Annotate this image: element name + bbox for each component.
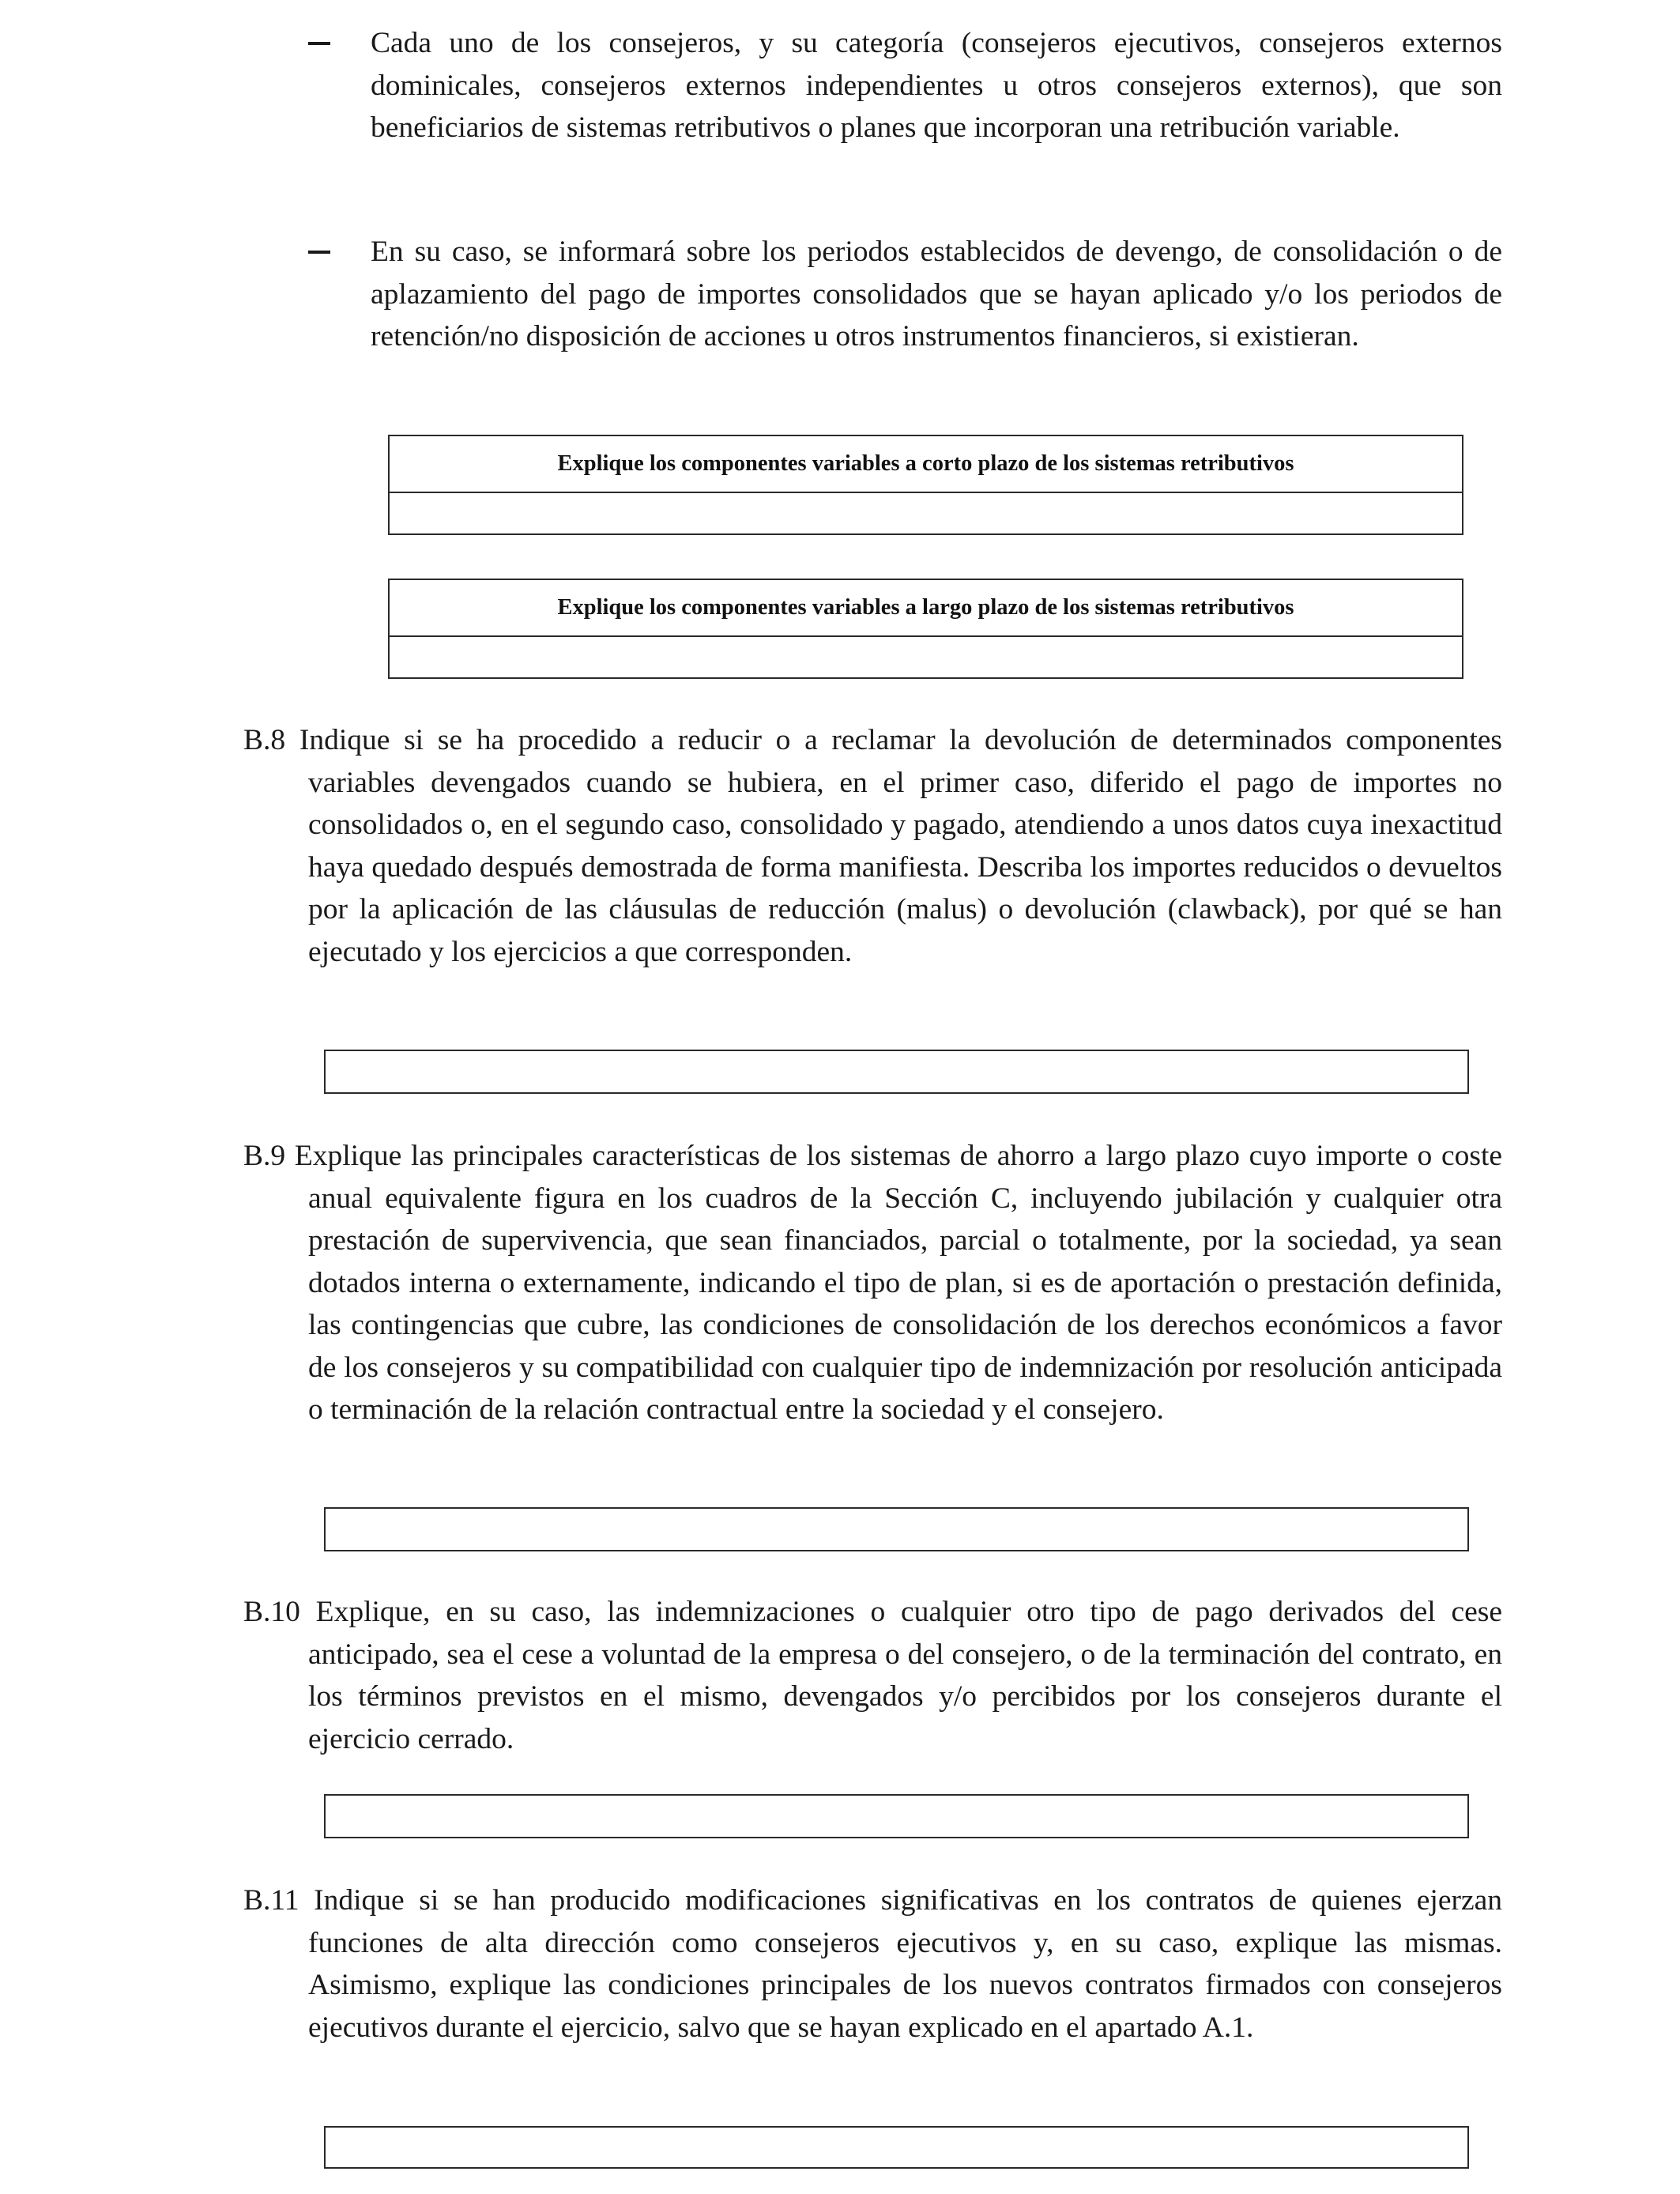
long-term-variable-components-box (388, 579, 1463, 679)
section-number: B.11 (243, 1884, 299, 1917)
section-text: Indique si se ha procedido a reducir o a reclamar la devolución de determinados componentes variables devengados cuando se hubiera, en el primer caso, diferido el pago de importes no consolidados o, en el segundo caso, consolidado y pagado, atendiendo a unos datos cuya inexactitud haya quedado después demostrada de forma manifiesta. Describa los importes reducidos o devueltos por la aplicación de las cláusulas de reducción (malus) o devolución (clawback), por qué se han ejecutado y los ejercicios a que corresponden. (299, 724, 1502, 968)
long-term-answer-field[interactable] (390, 637, 1462, 678)
section-number: B.10 (243, 1596, 300, 1628)
short-term-answer-field[interactable] (390, 493, 1462, 534)
section-b10 (243, 1591, 1502, 1760)
bullet-text-periods: En su caso, se informará sobre los periodos establecidos de devengo, de consolidación o de aplazamiento del pago de importes consolidados que se hayan aplicado y/o los periodos de retención/no disposición de acciones u otros instrumentos financieros, si existieran. (371, 236, 1502, 352)
section-b9 (243, 1135, 1502, 1431)
long-term-box-title: Explique los componentes variables a largo plazo de los sistemas retributivos (390, 580, 1462, 637)
section-text: Explique las principales características de los sistemas de ahorro a largo plazo cuyo importe o coste anual equivalente figura en los cuadros de la Sección C, incluyendo jubilación y cualquier otra prestación de supervivencia, que sean financiados, parcial o totalmente, por la sociedad, ya sean dotados interna o externamente, indicando el tipo de plan, si es de aportación o prestación definida, las contingencias que cubre, las condiciones de consolidación de los derechos económicos a favor de los consejeros y su compatibilidad con cualquier tipo de indemnización por resolución anticipada o terminación de la relación contractual entre la sociedad y el consejero. (294, 1140, 1503, 1426)
section-b11 (243, 1879, 1502, 2049)
section-text: Explique, en su caso, las indemnizaciones o cualquier otro tipo de pago derivados del cese anticipado, sea el cese a voluntad de la empresa o del consejero, o de la terminación del contrato, en los términos previstos en el mismo, devengados y/o percibidos por los consejeros durante el ejercicio cerrado. (308, 1596, 1503, 1755)
section-number: B.9 (243, 1140, 286, 1172)
b8-answer-box[interactable] (324, 1050, 1469, 1094)
section-b8 (243, 719, 1502, 973)
bullet-dash (308, 251, 330, 254)
bullet-text-beneficiaries: Cada uno de los consejeros, y su categoría (consejeros ejecutivos, consejeros externos dominicales, consejeros externos independientes u otros consejeros externos), que son beneficiarios de sistemas retributivos o planes que incorporan una retribución variable. (371, 27, 1502, 144)
short-term-box-title: Explique los componentes variables a corto plazo de los sistemas retributivos (390, 436, 1462, 493)
b9-answer-box[interactable] (324, 1507, 1469, 1551)
short-term-variable-components-box (388, 435, 1463, 535)
b10-answer-box[interactable] (324, 1794, 1469, 1838)
section-text: Indique si se han producido modificaciones significativas en los contratos de quienes ejerzan funciones de alta dirección como consejeros ejecutivos y, en su caso, explique las mismas. Asimismo, explique las condiciones principales de los nuevos contratos firmados con consejeros ejecutivos durante el ejercicio, salvo que se hayan explicado en el apartado A.1. (308, 1884, 1502, 2044)
b11-answer-box[interactable] (324, 2126, 1469, 2169)
section-number: B.8 (243, 724, 286, 756)
bullet-dash (308, 42, 330, 45)
